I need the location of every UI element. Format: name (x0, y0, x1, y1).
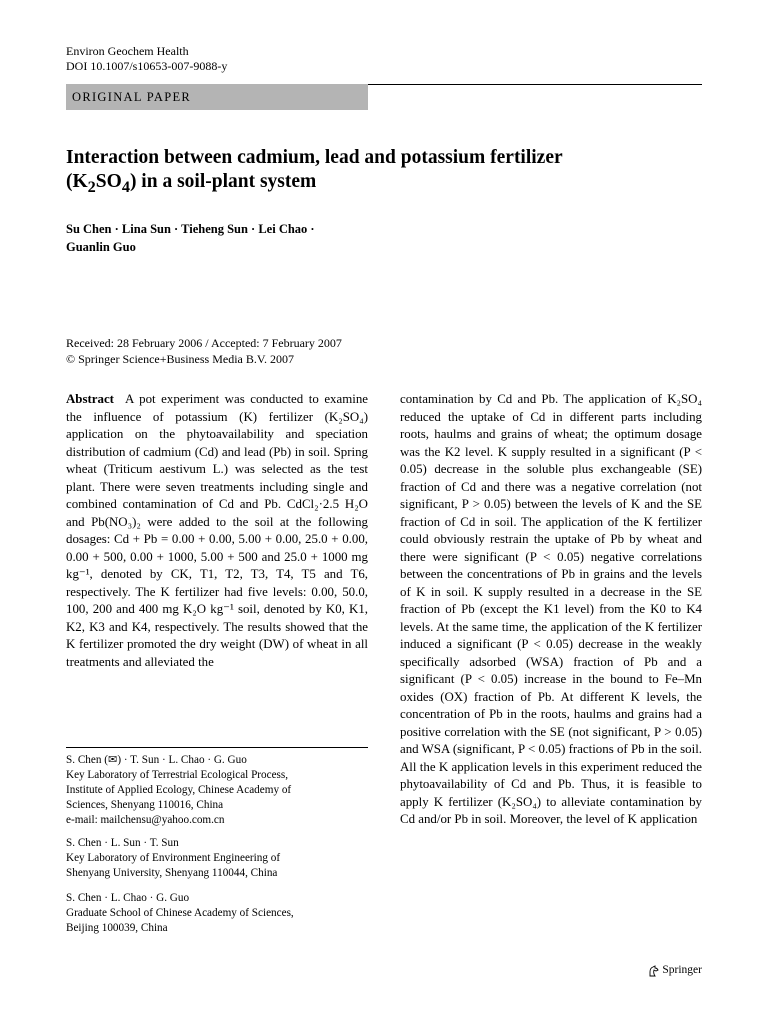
affiliation-email[interactable]: e-mail: mailchensu@yahoo.com.cn (66, 814, 225, 826)
title-line-2 (66, 170, 702, 199)
journal-header (66, 44, 227, 74)
affiliation-names: S. Chen (✉) · T. Sun · L. Chao · G. Guo (66, 754, 247, 766)
springer-horse-icon (648, 965, 659, 977)
paper-title (66, 146, 702, 199)
affiliation-line: Key Laboratory of Environment Engineering of (66, 852, 281, 864)
affiliation-line: Shenyang University, Shenyang 110044, China (66, 867, 278, 879)
affiliation-line: Sciences, Shenyang 110016, China (66, 799, 224, 811)
affiliation-names: S. Chen · L. Sun · T. Sun (66, 837, 179, 849)
title-part: ) in a soil-plant system (129, 171, 317, 192)
affiliation-line: Graduate School of Chinese Academy of Sciences, (66, 907, 294, 919)
section-badge: ORIGINAL PAPER (66, 84, 368, 110)
affiliation-1 (66, 753, 368, 828)
affiliation-names: S. Chen · L. Chao · G. Guo (66, 892, 190, 904)
authors-line-1: Su Chen · Lina Sun · Tieheng Sun · Lei Chao · (66, 222, 315, 236)
journal-name: Environ Geochem Health (66, 44, 189, 58)
publisher-name: Springer (662, 964, 702, 976)
abstract-text-right: contamination by Cd and Pb. The application of K₂SO₄ reduced the uptake of Cd in different parts including roots, haulms and grains of wheat; the optimum dosage was the K2 level. K supply resulted in a significant (P < 0.05) decrease in the soluble plus exchangeable (SE) fraction of Cd and there was a negative correlation (not significant, P > 0.05) between the levels of K and the SE fraction of Cd in soil. The application of the K fertilizer could obviously restrain the uptake of Pb by wheat and there were significant (P < 0.05) negative correlations between the concentrations of Pb in grains and the levels of K in soil. K supply resulted in a decrease in the SE fraction of Pb (except the K1 level) from the K0 to K4 levels. At the same time, the application of the K fertilizer induced a significant (P < 0.05) decrease in the weakly specifically adsorbed (WSA) fraction of Pb and a significant (P < 0.05) increase in the bound to Fe–Mn oxides (OX) fraction of Pb. At different K levels, the concentration of Pb in the roots, haulms and grains had a positive correlation with the SE (not significant, P > 0.05) and WSA (significant, P < 0.05) fractions of Pb in the soil. All the K application levels in this experiment reduced the phytoavailability of Cd and Pb. Thus, it is feasible to apply K fertilizer (K₂SO₄) to alleviate contamination by Cd and/or Pb in soil. Moreover, the level of K application (400, 392, 702, 826)
received-accepted: Received: 28 February 2006 / Accepted: 7 February 2007 (66, 336, 342, 350)
abstract-left-column (66, 391, 368, 671)
abstract-label: Abstract (66, 392, 114, 406)
abstract-right-column (400, 391, 702, 829)
title-part: SO (95, 171, 122, 192)
affiliation-2 (66, 836, 368, 881)
affiliation-line: Beijing 100039, China (66, 922, 168, 934)
affiliation-line: Institute of Applied Ecology, Chinese Academy of (66, 784, 292, 796)
publisher-footer (648, 963, 702, 978)
footnote-rule (66, 747, 368, 748)
title-line-1: Interaction between cadmium, lead and potassium fertilizer (66, 147, 563, 168)
title-part: (K (66, 171, 88, 192)
copyright: © Springer Science+Business Media B.V. 2007 (66, 352, 294, 366)
title-subscript: 2 (87, 177, 96, 196)
abstract-text-left: A pot experiment was conducted to examine the influence of potassium (K) fertilizer (K₂SO₄) application on the phytoavailability and speciation distribution of cadmium (Cd) and lead (Pb) in soil. Spring wheat (Triticum aestivum L.) was selected as the test plant. There were seven treatments including single and combined contamination of Cd and Pb. CdCl₂·2.5 H₂O and Pb(NO₃)₂ were added to the soil at the following dosages: Cd + Pb = 0.00 + 0.00, 5.00 + 0.00, 25.0 + 0.00, 0.00 + 500, 0.00 + 1000, 5.00 + 500 and 25.0 + 1000 mg kg⁻¹, denoted by CK, T1, T2, T3, T4, T5 and T6, respectively. The K fertilizer had five levels: 0.00, 50.0, 100, 200 and 400 mg K₂O kg⁻¹ soil, denoted by K0, K1, K2, K3 and K4, respectively. The results showed that the K fertilizer promoted the dry weight (DW) of wheat in all treatments and alleviated the (66, 392, 368, 669)
affiliation-line: Key Laboratory of Terrestrial Ecological Process, (66, 769, 289, 781)
doi: DOI 10.1007/s10653-007-9088-y (66, 59, 228, 73)
title-subscript: 4 (121, 177, 130, 196)
affiliation-3 (66, 891, 368, 936)
authors-line-2: Guanlin Guo (66, 240, 136, 254)
author-list (66, 220, 366, 256)
publication-dates (66, 335, 342, 367)
